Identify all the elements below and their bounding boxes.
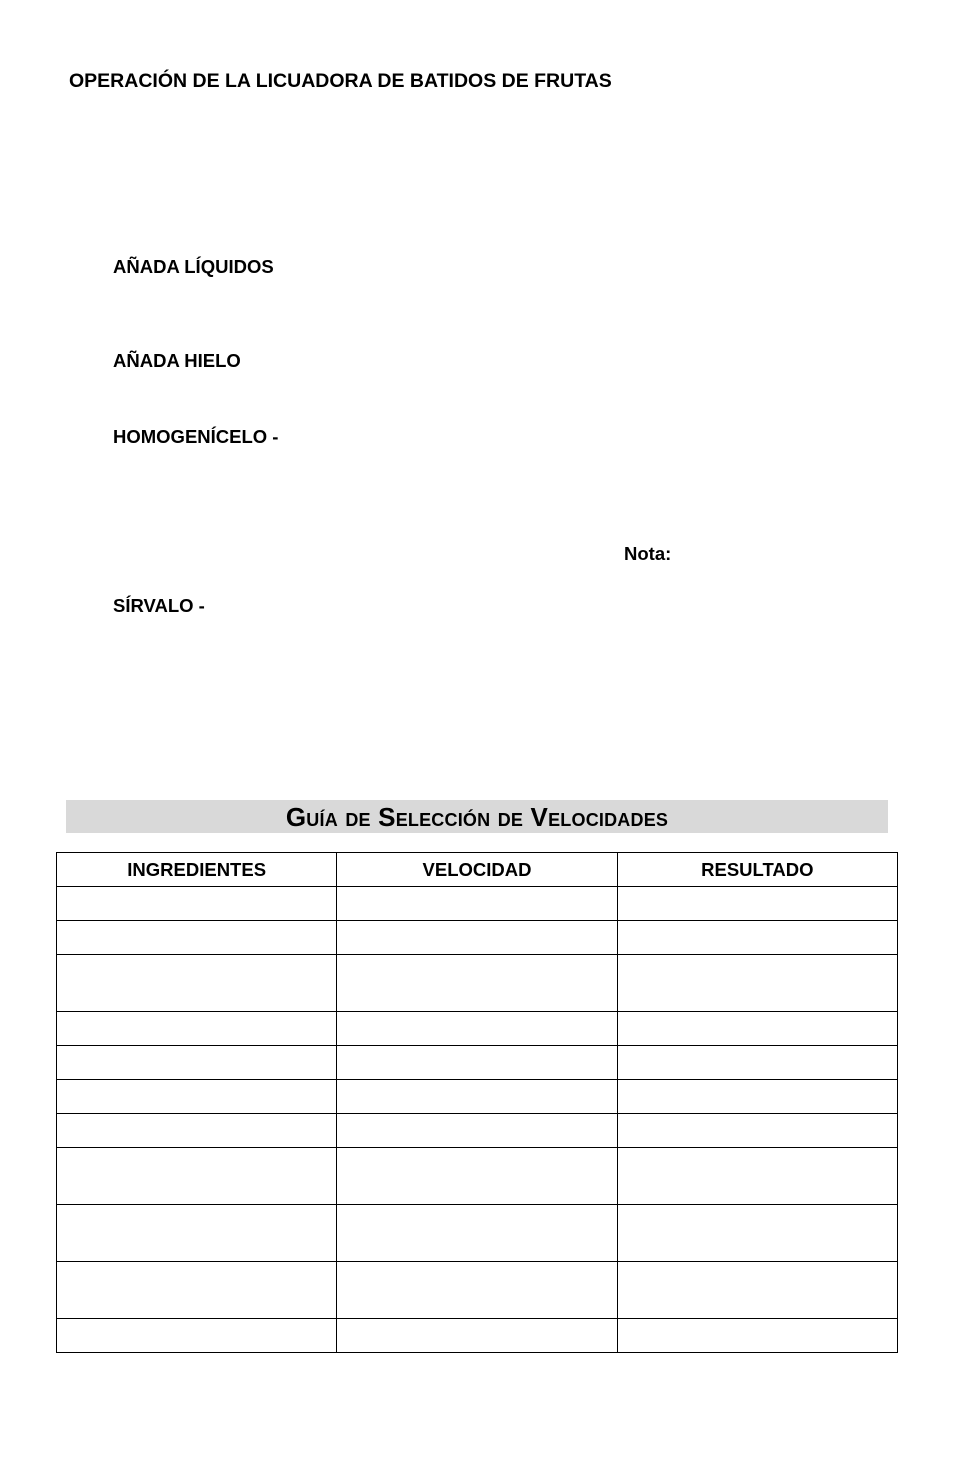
table-cell	[57, 1114, 337, 1148]
table-cell	[617, 1012, 897, 1046]
table-cell	[617, 887, 897, 921]
table-cell	[57, 1080, 337, 1114]
step-serve: SÍRVALO -	[113, 595, 205, 616]
speed-guide-title: Guía de Selección de Velocidades	[285, 801, 669, 832]
table-row	[57, 1080, 898, 1114]
table-row	[57, 1262, 898, 1319]
table-row	[57, 955, 898, 1012]
step-add-liquids: AÑADA LÍQUIDOS	[113, 256, 274, 277]
table-cell	[617, 1148, 897, 1205]
table-cell	[337, 887, 617, 921]
column-header-speed: VELOCIDAD	[337, 853, 617, 887]
table-cell	[337, 1114, 617, 1148]
table-cell	[57, 1319, 337, 1353]
table-cell	[617, 955, 897, 1012]
table-row	[57, 887, 898, 921]
table-header-row	[57, 853, 898, 887]
table-row	[57, 921, 898, 955]
table-cell	[617, 1114, 897, 1148]
table-row	[57, 1205, 898, 1262]
table-row	[57, 1148, 898, 1205]
table-cell	[337, 921, 617, 955]
table-row	[57, 1319, 898, 1353]
table-cell	[337, 1080, 617, 1114]
table-cell	[337, 1319, 617, 1353]
table-cell	[337, 1205, 617, 1262]
table-cell	[57, 1046, 337, 1080]
table-cell	[57, 1148, 337, 1205]
table-cell	[57, 921, 337, 955]
table-cell	[617, 1046, 897, 1080]
column-header-ingredients: INGREDIENTES	[57, 853, 337, 887]
step-blend: HOMOGENÍCELO -	[113, 426, 279, 447]
table-cell	[337, 1148, 617, 1205]
table-cell	[337, 1262, 617, 1319]
table-cell	[337, 1012, 617, 1046]
table-row	[57, 1012, 898, 1046]
table-cell	[57, 1262, 337, 1319]
table-cell	[617, 1205, 897, 1262]
table-cell	[617, 921, 897, 955]
table-row	[57, 1114, 898, 1148]
page-title: OPERACIÓN DE LA LICUADORA DE BATIDOS DE FRUTAS	[69, 70, 612, 92]
table-cell	[617, 1262, 897, 1319]
table-row	[57, 1046, 898, 1080]
table-cell	[57, 1012, 337, 1046]
table-cell	[57, 887, 337, 921]
step-add-ice: AÑADA HIELO	[113, 350, 241, 371]
table-cell	[617, 1080, 897, 1114]
table-cell	[57, 955, 337, 1012]
table-cell	[617, 1319, 897, 1353]
note-label: Nota:	[624, 543, 672, 564]
column-header-result: RESULTADO	[617, 853, 897, 887]
table-cell	[57, 1205, 337, 1262]
speed-guide-table	[56, 852, 898, 1353]
table-cell	[337, 955, 617, 1012]
speed-guide-banner	[66, 800, 888, 833]
table-cell	[337, 1046, 617, 1080]
